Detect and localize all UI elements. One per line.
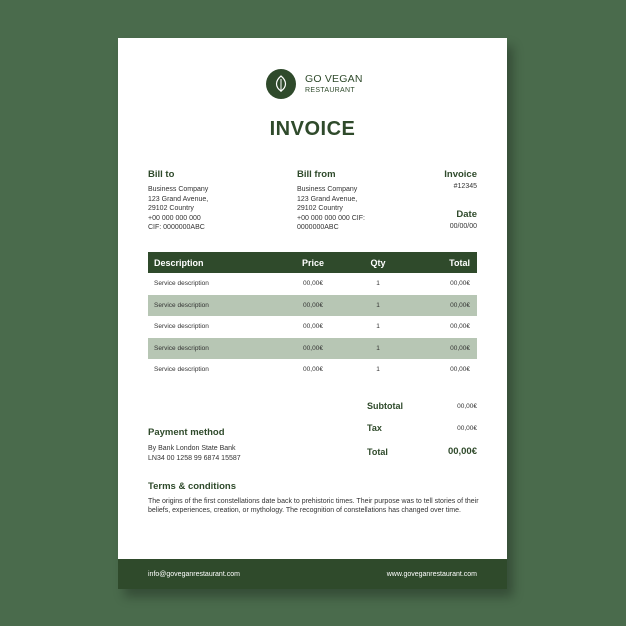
payment-line: LN34 00 1258 99 6874 15587 [148, 454, 241, 462]
cell-qty: 1 [376, 280, 380, 288]
brand-name: GO VEGAN [305, 72, 363, 85]
table-row [148, 273, 477, 295]
payment-line: By Bank London State Bank [148, 445, 236, 452]
bill-to-line: +00 000 000 000 [148, 214, 201, 222]
bill-to-line: 123 Grand Avenue, [148, 195, 209, 203]
terms-section [148, 481, 480, 515]
cell-total: 00,00€ [450, 366, 470, 374]
cell-total: 00,00€ [450, 280, 470, 288]
date-heading: Date [456, 209, 477, 220]
terms-text: The origins of the first constellations date back to prehistoric times. Their purpose was to tell stories of their beliefs, experiences, creation, or mythology. The recognition of constellations has changed over time. [148, 498, 479, 514]
items-table [148, 252, 477, 381]
cell-total: 00,00€ [450, 344, 470, 352]
invoice-date: 00/00/00 [449, 223, 477, 230]
cell-description: Service description [154, 280, 209, 288]
cell-description: Service description [154, 366, 209, 374]
table-row [148, 295, 477, 317]
bill-to-line: Business Company [148, 186, 209, 193]
total-row [367, 446, 477, 457]
subtotal-row [367, 401, 477, 411]
total-label: Total [367, 446, 388, 457]
cell-qty: 1 [376, 323, 380, 331]
leaf-icon [266, 69, 296, 99]
bill-to-line: 29102 Country [148, 205, 194, 212]
cell-total: 00,00€ [450, 301, 470, 309]
invoice-title: INVOICE [269, 118, 356, 140]
table-row [148, 316, 477, 338]
header-price: Price [301, 257, 325, 268]
table-header [148, 252, 477, 273]
brand-logo [266, 69, 363, 99]
bill-to-heading: Bill to [148, 169, 175, 180]
bill-from-line: 0000000ABC [297, 224, 339, 231]
cell-qty: 1 [376, 301, 380, 309]
cell-description: Service description [154, 344, 209, 352]
header-description: Description [154, 257, 204, 268]
cell-price: 00,00€ [303, 366, 323, 374]
invoice-number: #12345 [453, 183, 477, 190]
bill-from-line: 123 Grand Avenue, [297, 195, 358, 203]
cell-price: 00,00€ [303, 323, 323, 331]
bill-from-line: 29102 Country [297, 205, 343, 212]
terms-heading: Terms & conditions [148, 481, 236, 492]
table-row [148, 338, 477, 360]
invoice-meta [444, 169, 477, 230]
bill-to-section [148, 169, 208, 233]
tax-label: Tax [367, 423, 382, 433]
header-total: Total [449, 257, 470, 268]
table-row [148, 359, 477, 381]
cell-description: Service description [154, 301, 209, 309]
cell-price: 00,00€ [303, 344, 323, 352]
footer-website[interactable]: www.goveganrestaurant.com [386, 570, 477, 578]
cell-price: 00,00€ [303, 301, 323, 309]
cell-price: 00,00€ [303, 280, 323, 288]
cell-qty: 1 [376, 366, 380, 374]
header-qty: Qty [370, 257, 386, 268]
bill-from-line: Business Company [297, 186, 358, 193]
bill-from-line: +00 000 000 000 CIF: [297, 214, 365, 222]
subtotal-label: Subtotal [367, 401, 403, 411]
cell-qty: 1 [376, 344, 380, 352]
total-value: 00,00€ [447, 446, 477, 457]
bill-from-heading: Bill from [297, 169, 336, 180]
payment-heading: Payment method [148, 427, 225, 438]
cell-total: 00,00€ [450, 323, 470, 331]
invoice-page [118, 38, 507, 589]
tax-value: 00,00€ [457, 424, 477, 432]
footer-bar [118, 559, 507, 589]
invoice-heading: Invoice [444, 169, 477, 180]
bill-to-line: CIF: 0000000ABC [148, 224, 205, 231]
tax-row [367, 423, 477, 433]
brand-subtitle: RESTAURANT [305, 87, 355, 95]
subtotal-value: 00,00€ [457, 402, 477, 410]
bill-from-section [297, 169, 365, 233]
payment-section [148, 427, 241, 463]
footer-email[interactable]: info@goveganrestaurant.com [148, 570, 240, 578]
cell-description: Service description [154, 323, 209, 331]
